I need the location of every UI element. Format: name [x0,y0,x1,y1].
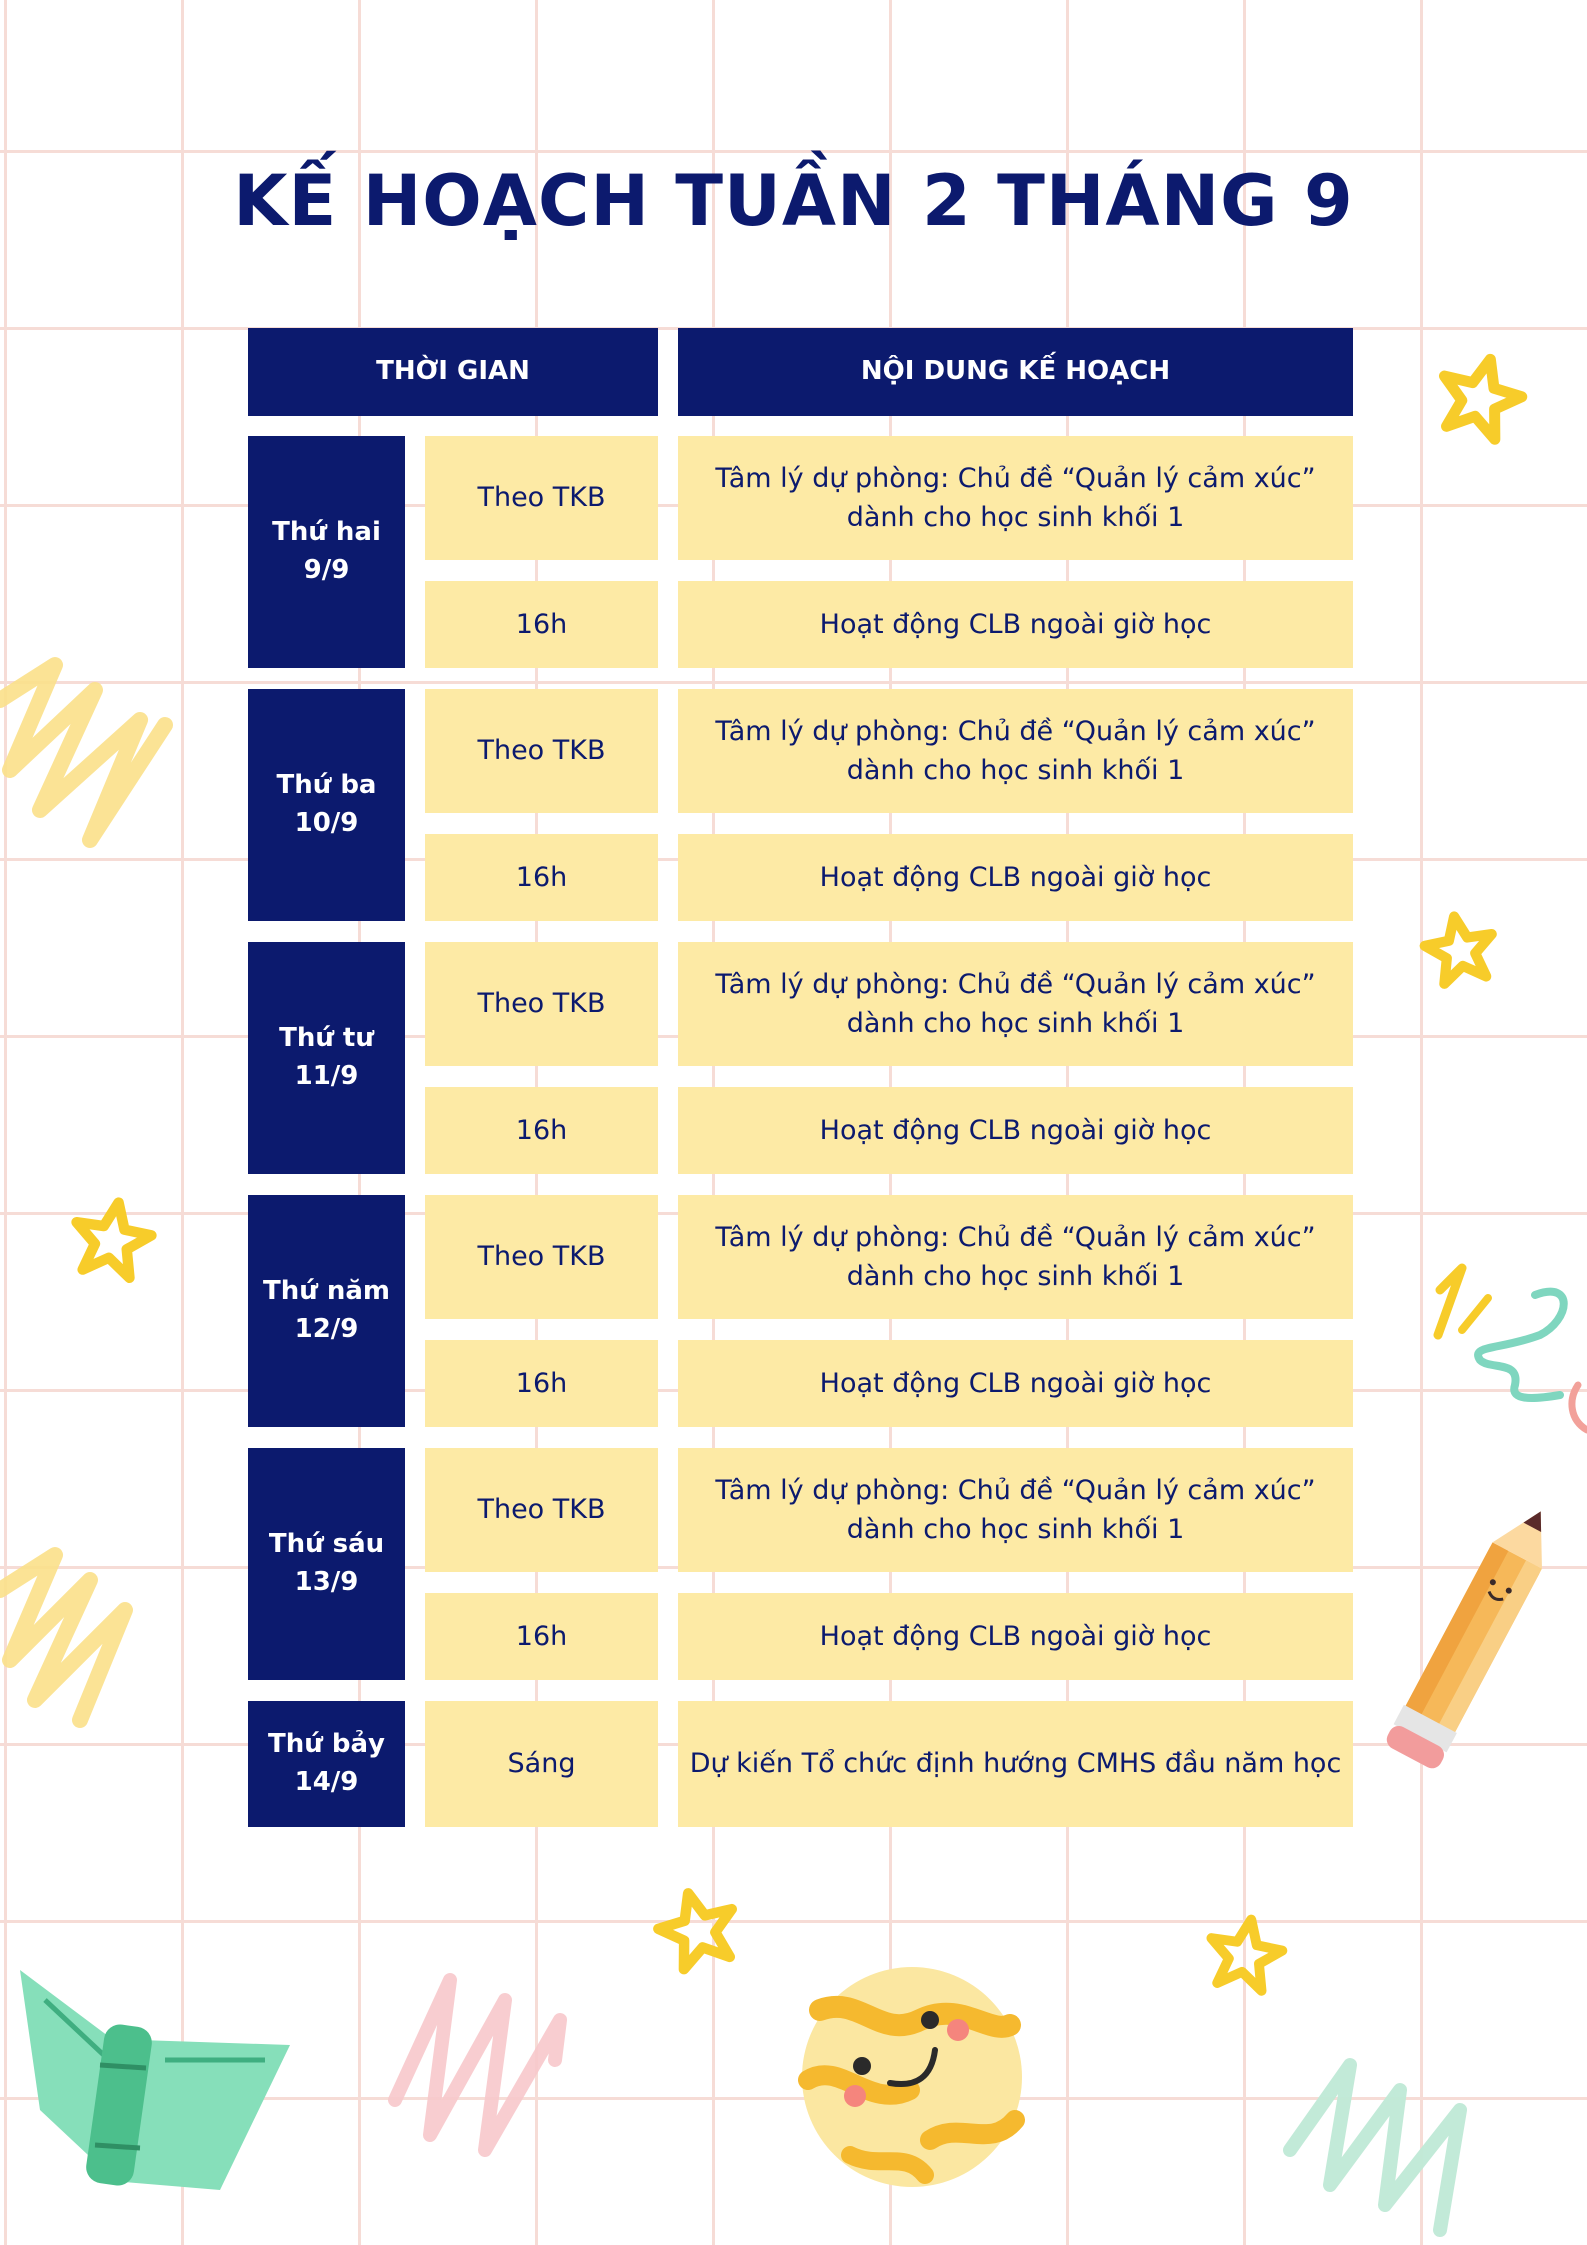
time-cell: Theo TKB [425,689,658,813]
time-cell: Theo TKB [425,942,658,1066]
page-title: KẾ HOẠCH TUẦN 2 THÁNG 9 [233,160,1354,242]
time-cell: 16h [425,1087,658,1174]
star-icon [1204,1913,1287,1993]
content-line: dành cho học sinh khối 1 [846,502,1185,533]
smiley-ball-icon [802,1967,1022,2187]
star-icon [1421,911,1499,986]
pencil-icon [1383,1497,1567,1772]
content-line: Tâm lý dự phòng: Chủ đề “Quản lý cảm xúc” [715,715,1316,747]
time-cell: Theo TKB [425,436,658,560]
header-content: NỘI DUNG KẾ HOẠCH [678,328,1353,416]
day-name: Thứ sáu [268,1529,385,1560]
content-line: dành cho học sinh khối 1 [846,755,1185,786]
content-cell: Hoạt động CLB ngoài giờ học [678,1087,1353,1174]
star-icon [651,1883,743,1972]
day-name: Thứ năm [263,1276,390,1307]
day-date: 13/9 [294,1567,359,1597]
content-cell: Dự kiến Tổ chức định hướng CMHS đầu năm học [678,1701,1353,1827]
day-date: 11/9 [294,1061,359,1091]
content-line: dành cho học sinh khối 1 [846,1261,1185,1292]
content-cell: Hoạt động CLB ngoài giờ học [678,834,1353,921]
doodle-icon [1438,1268,1587,1430]
content-line: dành cho học sinh khối 1 [846,1008,1185,1039]
day-date: 14/9 [294,1767,359,1797]
content-line: Tâm lý dự phòng: Chủ đề “Quản lý cảm xúc” [715,968,1316,1000]
day-name: Thứ ba [276,770,377,801]
time-cell: Theo TKB [425,1448,658,1572]
star-icon [1432,349,1529,443]
content-line: Tâm lý dự phòng: Chủ đề “Quản lý cảm xúc” [715,1221,1316,1253]
day-name: Thứ hai [272,517,381,548]
content-cell: Hoạt động CLB ngoài giờ học [678,1340,1353,1427]
time-cell: 16h [425,581,658,668]
day-name: Thứ tư [279,1023,374,1054]
day-name: Thứ bảy [268,1729,385,1760]
time-cell: 16h [425,1340,658,1427]
header-time: THỜI GIAN [248,328,658,416]
content-cell: Hoạt động CLB ngoài giờ học [678,1593,1353,1680]
day-date: 12/9 [294,1314,359,1344]
content-line: Tâm lý dự phòng: Chủ đề “Quản lý cảm xúc” [715,1474,1316,1506]
star-icon [69,1196,156,1280]
content-cell: Hoạt động CLB ngoài giờ học [678,581,1353,668]
day-date: 9/9 [303,555,350,585]
day-date: 10/9 [294,808,359,838]
time-cell: Theo TKB [425,1195,658,1319]
time-cell: 16h [425,1593,658,1680]
content-line: Tâm lý dự phòng: Chủ đề “Quản lý cảm xúc” [715,462,1316,494]
time-cell: 16h [425,834,658,921]
content-line: dành cho học sinh khối 1 [846,1514,1185,1545]
time-cell: Sáng [425,1701,658,1827]
book-icon [20,1970,290,2190]
